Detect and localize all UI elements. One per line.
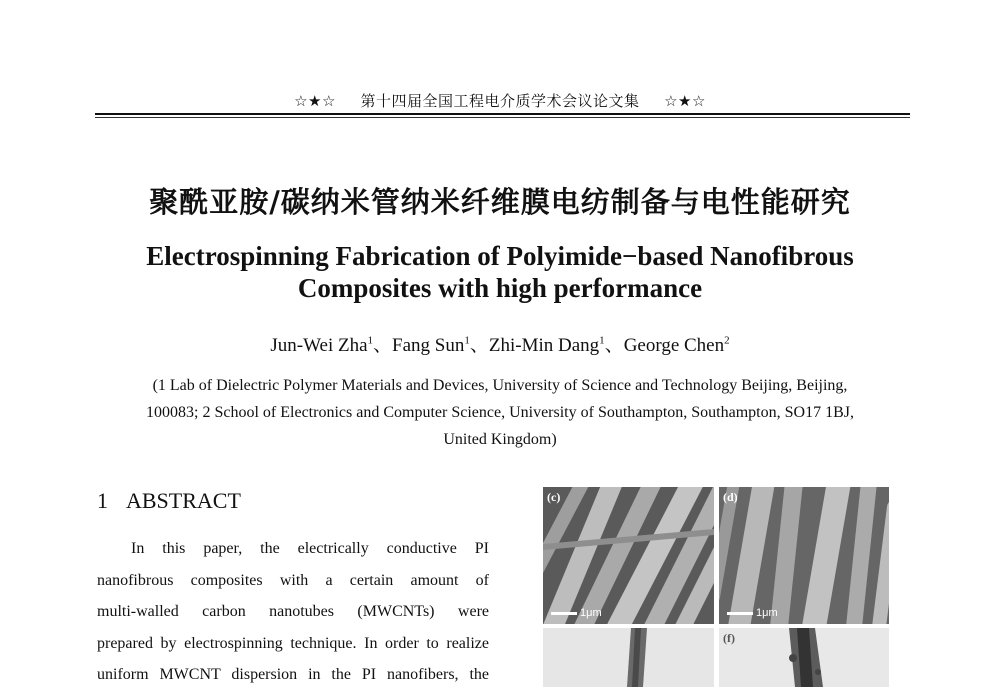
affiliation-line: (1 Lab of Dielectric Polymer Materials and Devices, University of Science and Technology Beijing, Beijing, bbox=[152, 377, 848, 394]
panel-label: (d) bbox=[723, 490, 738, 504]
abstract-line: multi-walled carbon nanotubes (MWCNTs) were bbox=[97, 603, 489, 620]
author-affiliation-mark: 1 bbox=[367, 334, 374, 347]
author-name: Fang Sun bbox=[392, 335, 465, 356]
affiliation-line: 100083; 2 School of Electronics and Computer Science, University of Southampton, Southampton, SO17 1BJ, bbox=[146, 404, 854, 421]
panel-label: (c) bbox=[547, 490, 561, 504]
sem-panel-d bbox=[719, 487, 889, 624]
header-stars-left: ☆★☆ bbox=[294, 92, 336, 110]
section-number: 1 bbox=[97, 488, 108, 513]
abstract-line: prepared by electrospinning technique. In order to realize bbox=[97, 634, 489, 652]
author-affiliation-mark: 2 bbox=[724, 334, 730, 347]
header-rule-thin bbox=[95, 117, 910, 118]
scale-bar bbox=[727, 607, 778, 619]
scale-bar-text: 1μm bbox=[580, 607, 602, 619]
sem-panel-c bbox=[543, 487, 714, 624]
author-name: Jun-Wei Zha bbox=[270, 335, 368, 356]
title-english-line-1: Electrospinning Fabrication of Polyimide−based Nanofibrous bbox=[146, 241, 854, 271]
scale-bar bbox=[551, 607, 602, 619]
author-separator: 、 bbox=[469, 335, 489, 356]
section-title: ABSTRACT bbox=[126, 488, 241, 513]
author-name: George Chen bbox=[623, 335, 725, 356]
panel-label: (f) bbox=[723, 631, 735, 645]
single-fiber-image bbox=[719, 628, 889, 687]
header-rule bbox=[95, 113, 910, 115]
affiliations bbox=[95, 372, 905, 453]
title-english bbox=[100, 240, 900, 304]
single-fiber-image bbox=[543, 628, 714, 687]
abstract-line: nanofibrous composites with a certain amount of bbox=[97, 571, 489, 589]
nanofiber-image bbox=[719, 487, 889, 624]
nanofiber-image bbox=[543, 487, 714, 624]
abstract-line: uniform MWCNT dispersion in the PI nanofibers, the bbox=[97, 666, 489, 683]
title-english-line-2: Composites with high performance bbox=[297, 273, 703, 303]
affiliation-line: United Kingdom) bbox=[443, 431, 557, 448]
abstract-line: In this paper, the electrically conductive PI bbox=[131, 540, 489, 557]
header-stars-right: ☆★☆ bbox=[664, 92, 706, 110]
title-chinese: 聚酰亚胺/碳纳米管纳米纤维膜电纺制备与电性能研究 bbox=[149, 185, 851, 219]
tem-panel-f bbox=[719, 628, 889, 687]
author-affiliation-mark: 1 bbox=[599, 334, 605, 347]
abstract-paragraph bbox=[97, 533, 489, 691]
proceedings-title: 第十四届全国工程电介质学术会议论文集 bbox=[360, 92, 640, 110]
author-separator: 、 bbox=[373, 335, 393, 356]
author-separator: 、 bbox=[604, 335, 624, 356]
author-affiliation-mark: 1 bbox=[464, 334, 470, 347]
tem-panel-e bbox=[543, 628, 714, 687]
section-heading bbox=[97, 488, 241, 514]
running-header-text bbox=[0, 90, 1000, 111]
scale-bar-text: 1μm bbox=[756, 607, 778, 619]
author-list bbox=[0, 330, 1000, 357]
author-name: Zhi-Min Dang bbox=[488, 335, 600, 356]
